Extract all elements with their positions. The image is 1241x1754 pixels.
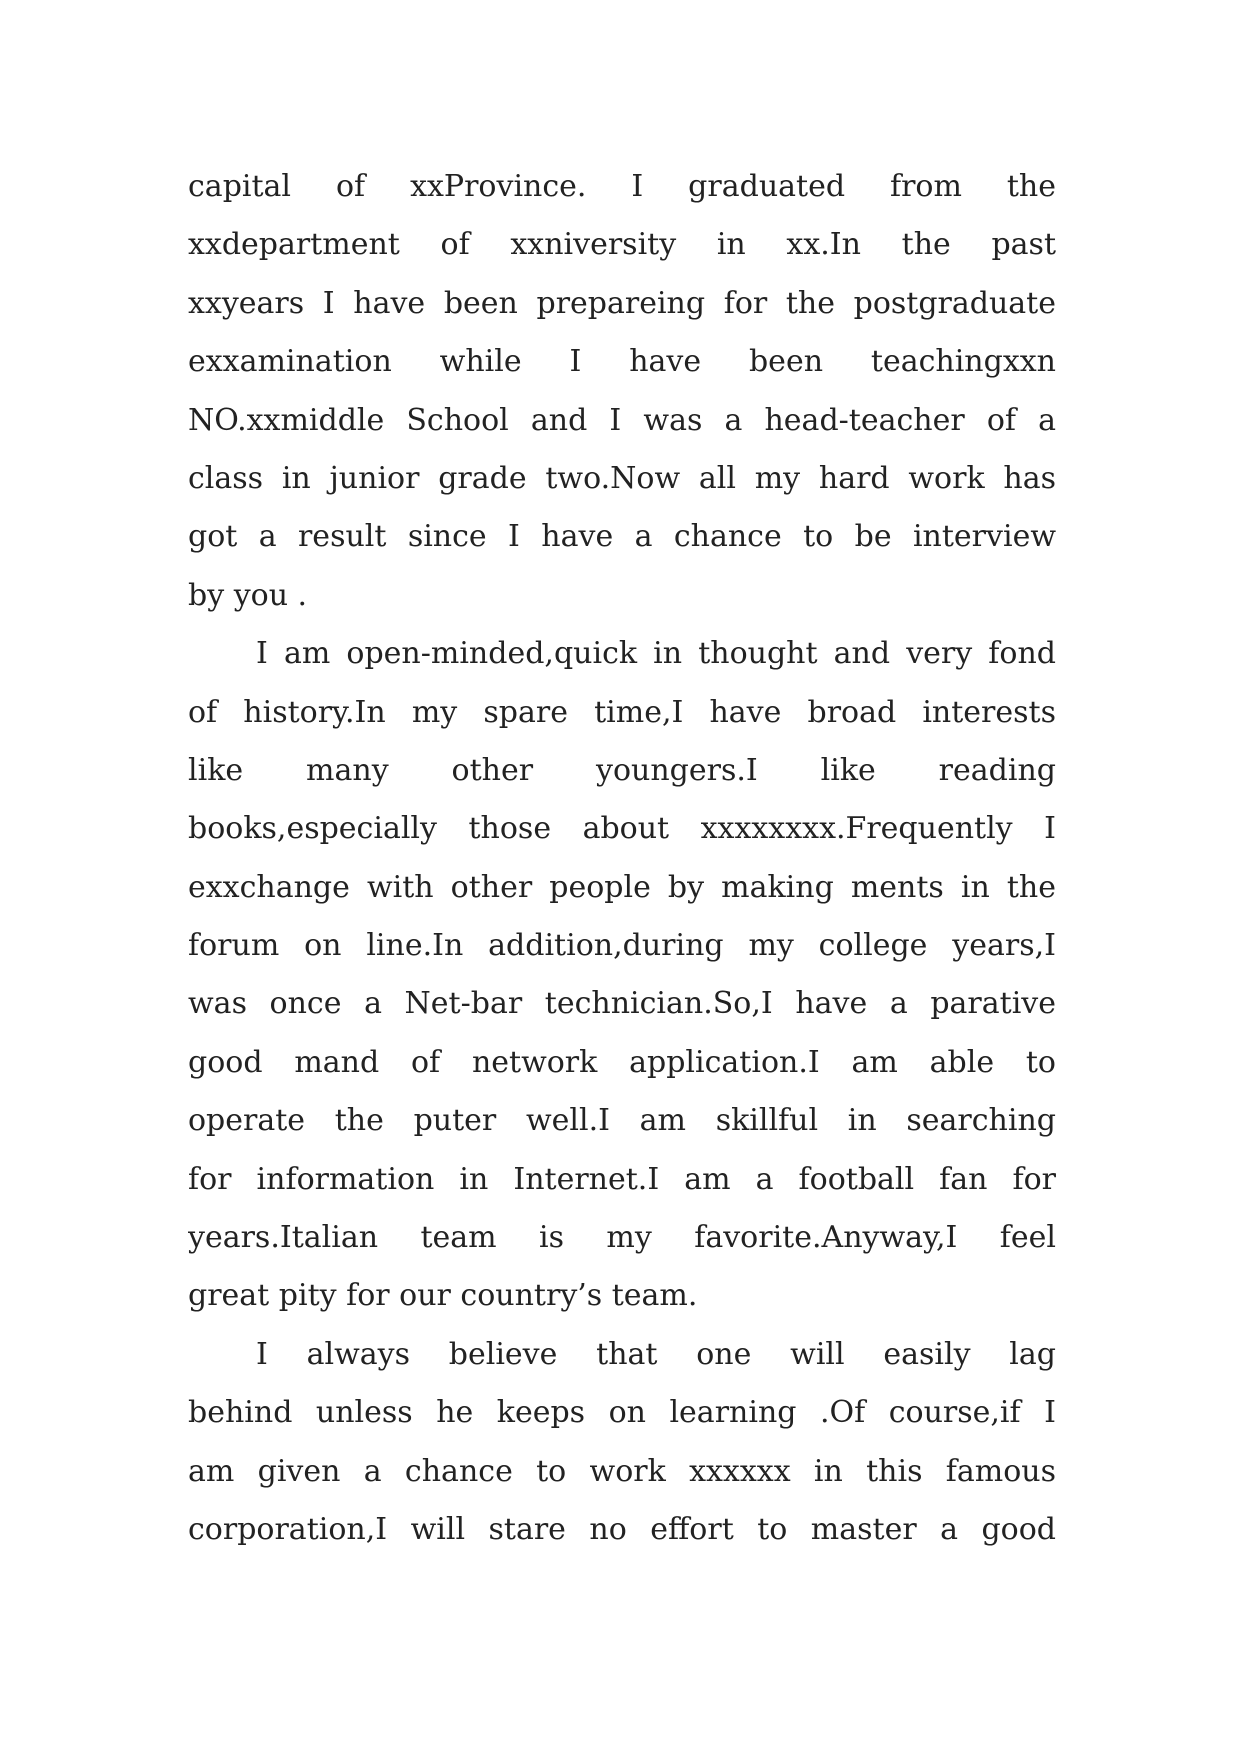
text-line: got a result since I have a chance to be interview	[188, 519, 1056, 555]
text-line: by you .	[188, 577, 308, 613]
text-line: xxdepartment of xxniversity in xx.In the past	[188, 227, 1056, 263]
text-line: NO.xxmiddle School and I was a head-teacher of a	[188, 402, 1056, 438]
text-line: of history.In my spare time,I have broad interests	[188, 694, 1056, 730]
text-line: behind unless he keeps on learning .Of course,if I	[188, 1395, 1056, 1431]
text-line: forum on line.In addition,during my college years,I	[188, 928, 1056, 964]
text-line: I am open-minded,quick in thought and very fond	[256, 636, 1056, 672]
text-line: good mand of network application.I am able to	[188, 1044, 1056, 1080]
text-line: I always believe that one will easily lag	[256, 1336, 1056, 1372]
paragraph-2	[188, 625, 1056, 1326]
text-line: exxamination while I have been teachingxxn	[188, 344, 1056, 380]
paragraph-3	[188, 1326, 1056, 1560]
text-line: capital of xxProvince. I graduated from the	[188, 169, 1056, 204]
text-line: for information in Internet.I am a football fan for	[188, 1161, 1056, 1197]
paragraph-1	[188, 158, 1056, 625]
text-line: class in junior grade two.Now all my hard work has	[188, 460, 1056, 496]
text-line: am given a chance to work xxxxxx in this famous	[188, 1453, 1056, 1489]
document-body	[188, 158, 1056, 1559]
text-line: like many other youngers.I like reading	[188, 752, 1056, 788]
text-line: exxchange with other people by making ments in the	[188, 869, 1056, 905]
text-line: operate the puter well.I am skillful in searching	[188, 1103, 1056, 1139]
text-line: corporation,I will stare no effort to master a good	[188, 1511, 1056, 1547]
text-line: great pity for our country’s team.	[188, 1278, 698, 1314]
text-line: xxyears I have been prepareing for the postgraduate	[188, 285, 1056, 321]
text-line: was once a Net-bar technician.So,I have a parative	[188, 986, 1056, 1022]
text-line: books,especially those about xxxxxxxx.Frequently I	[188, 811, 1056, 847]
text-line: years.Italian team is my favorite.Anyway,I feel	[188, 1220, 1056, 1256]
